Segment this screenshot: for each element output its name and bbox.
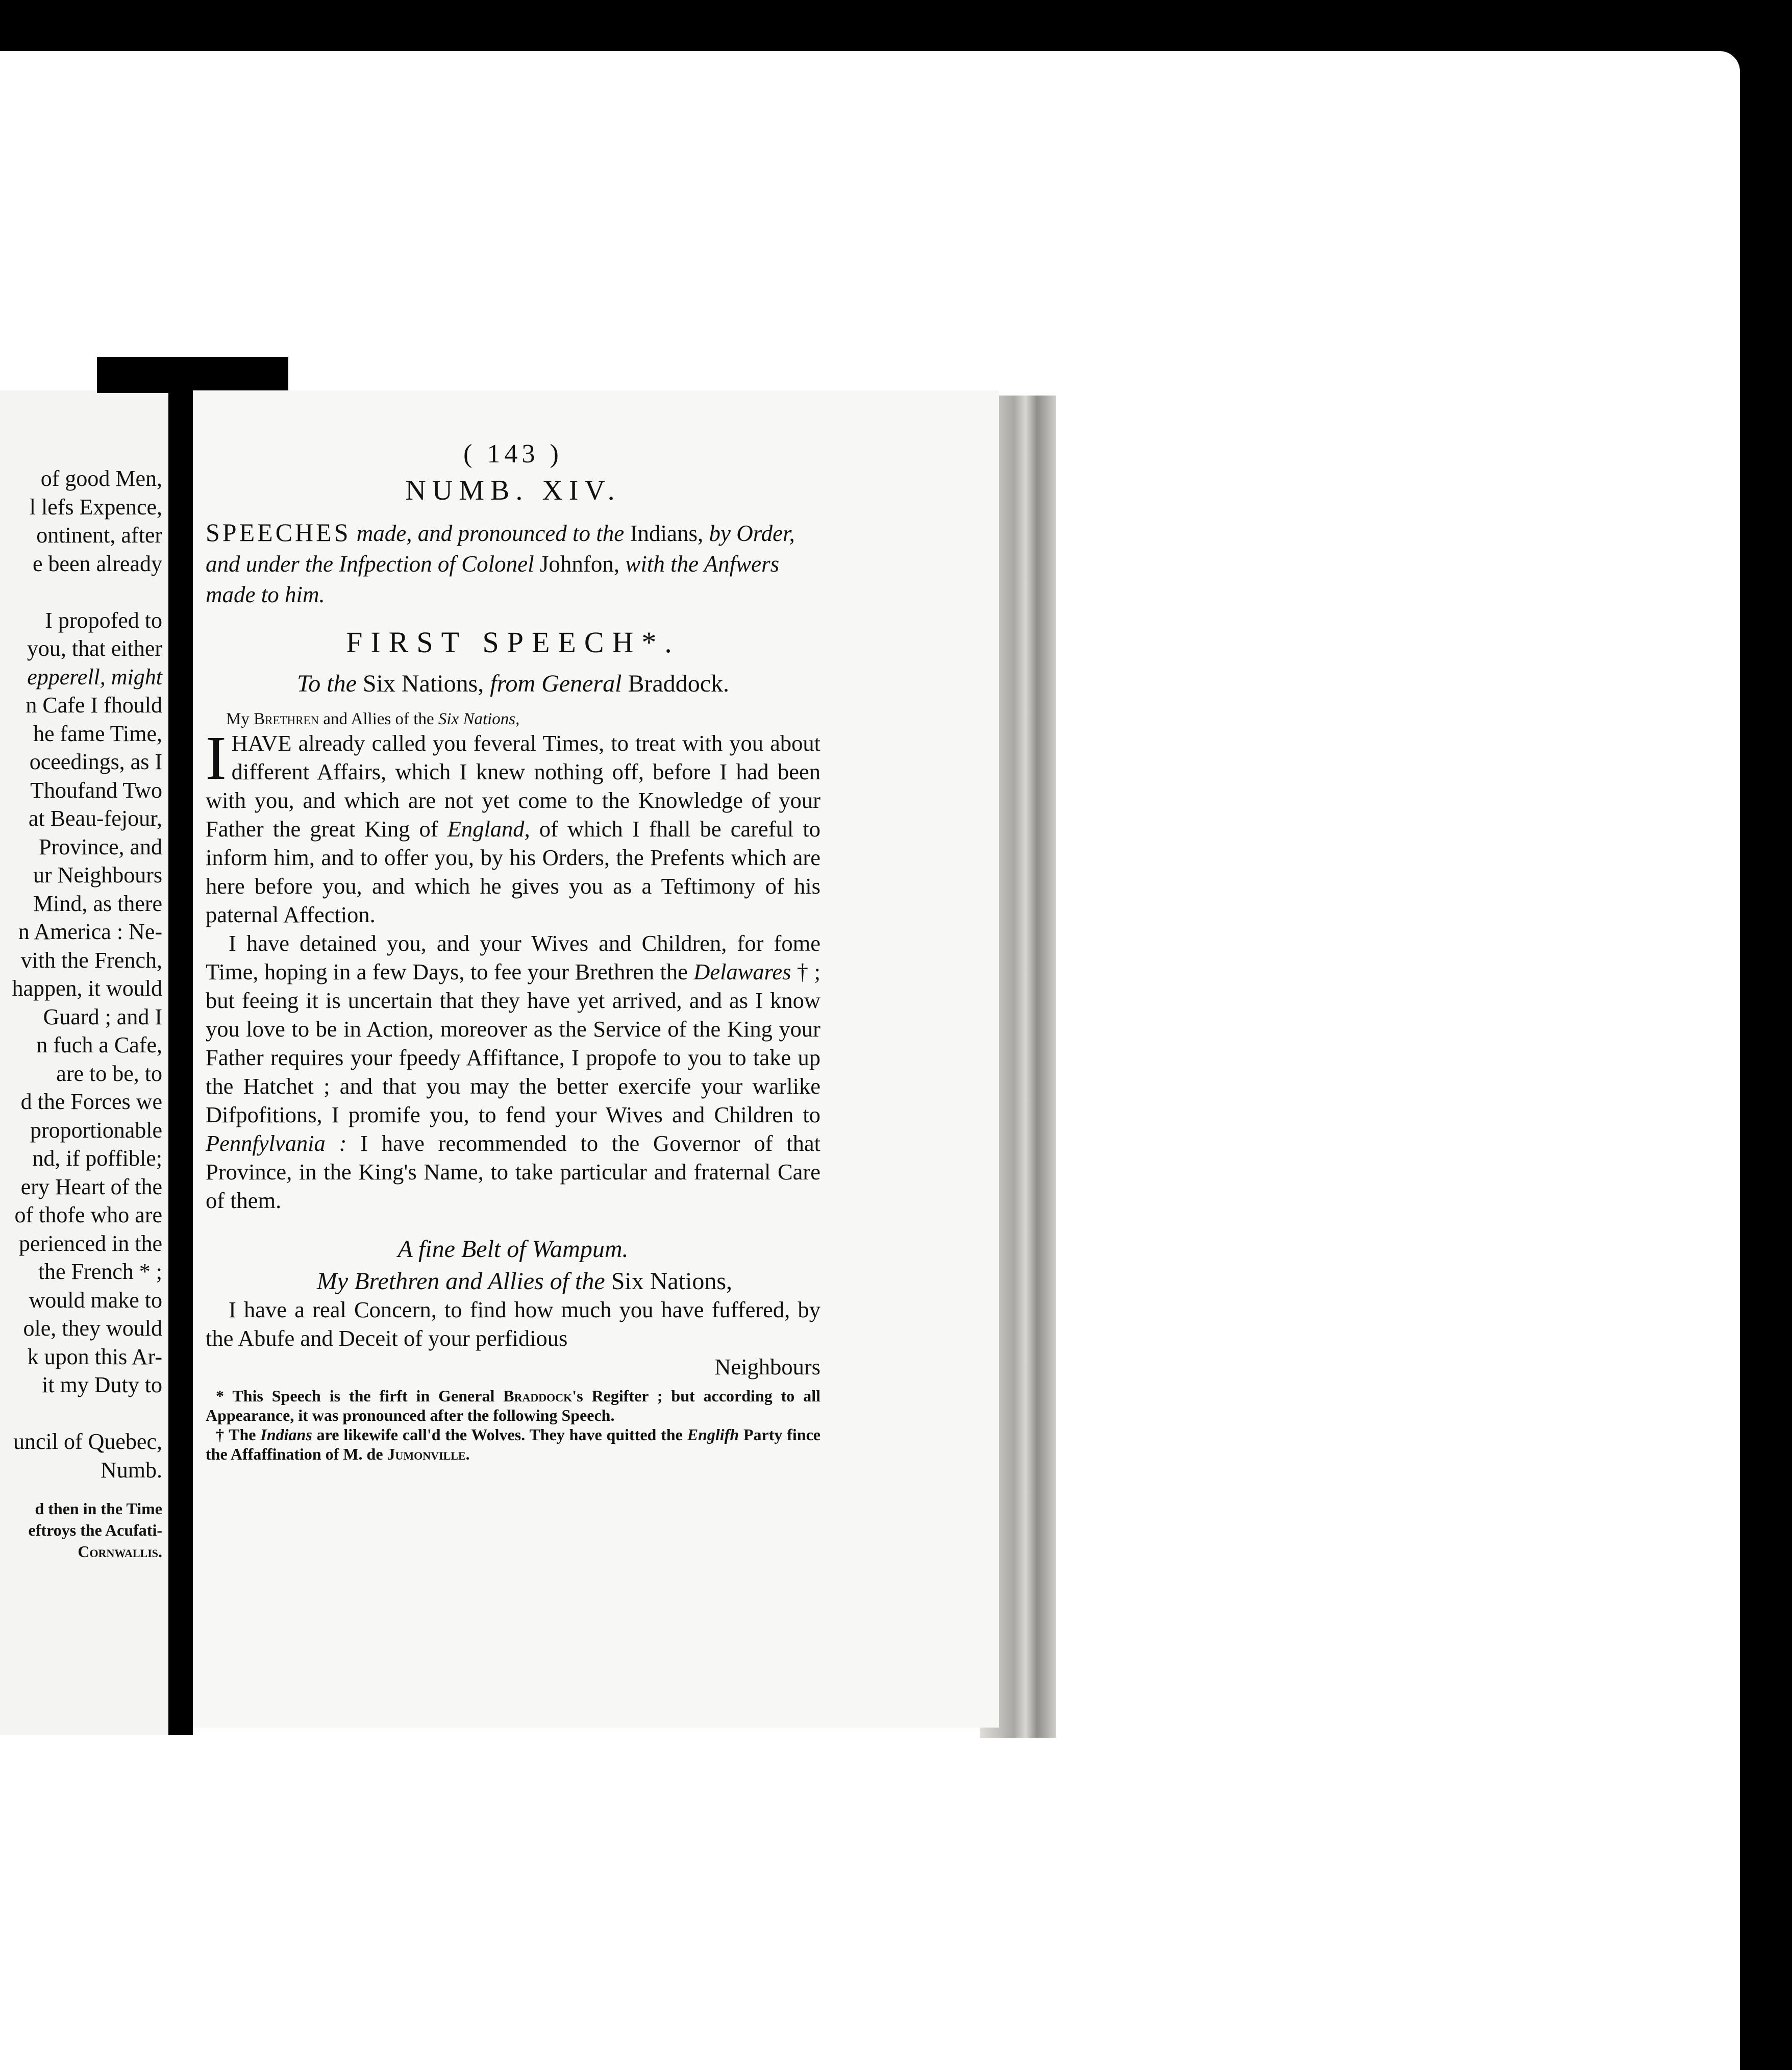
paragraph-text: I have detained you, and your Wives and Children, for fome Time, hoping in a few Days, to fee your Brethren the [206,930,820,984]
text-line: e been already [32,551,162,576]
text-line: Guard ; and I [43,1004,162,1029]
text-line: Province, and [39,834,162,859]
title-caps: SPEECHES [206,518,351,547]
paragraph-text: Delawares [693,959,791,984]
text-line: k upon this Ar- [27,1344,162,1369]
footnotes [206,1386,820,1464]
salutation [206,1267,820,1295]
footnote-text: * This Speech is the firft in General [216,1387,504,1405]
footnote-text: are likewife call'd the Wolves. They have quitted the [312,1425,687,1444]
text-line: ontinent, after [36,523,162,548]
current-page [193,390,999,1728]
address-text: from General [484,670,628,697]
previous-page [0,390,168,1735]
page-number: ( 143 ) [463,439,563,469]
text-line: Mind, as there [33,891,162,916]
text-line: n fuch a Cafe, [36,1032,162,1057]
paragraph-text: I have recommended to the Governor of that Province, in the King's Name, to take particular and fraternal Care of them. [206,1130,820,1213]
section-number: NUMB. XIV. [405,475,621,506]
speech-heading: FIRST SPEECH*. [346,626,680,659]
text-line: are to be, to [56,1061,162,1086]
text-line: ole, they would [23,1316,162,1341]
footnote-text: Englifh [687,1425,739,1444]
text-line: epperell, might [27,664,162,689]
salutation-text: Six Nations, [611,1268,733,1295]
text-line: d the Forces we [20,1089,162,1114]
address-name: Six Nations, [362,670,484,697]
title-text: by Order, and under the Infpection of Colonel [206,521,795,577]
paragraph [206,1295,820,1352]
footnote-text: Jumonville. [387,1445,470,1463]
text-line: the French * ; [38,1259,162,1284]
paragraph-text: I have a real Concern, to find how much you have fuffered, by the Abufe and Deceit of your perfidious [206,1297,820,1351]
paragraph-text: Pennfylvania : [206,1130,347,1156]
text-line: vith the French, [20,947,162,973]
footnote-text: 's Regifter ; but according to all Appearance, it was pronounced after the following Speech. [206,1387,820,1424]
address-text: To the [296,670,363,697]
paragraph [206,724,820,1215]
previous-page-text [12,464,162,1484]
text-line: nd, if poffible; [32,1146,162,1171]
footnote-text: Braddock [503,1387,573,1405]
title-name: Indians, [630,521,704,546]
text-line: Thoufand Two [30,777,162,803]
text-line: proportionable [30,1117,162,1143]
salutation-text: Brethren [254,710,319,728]
footnote-text: Indians [260,1425,312,1444]
text-line: n America : Ne- [18,919,162,944]
text-line: happen, it would [12,976,162,1001]
text-line: l lefs Expence, [29,494,162,520]
text-line: ur Neighbours [33,862,162,888]
page-content [206,439,820,1464]
speech-address [206,670,820,698]
text-line: perienced in the [19,1230,162,1256]
footnote-text: † The [216,1425,261,1444]
scan-tab-marker [97,357,288,393]
title-name: Johnfon, [539,551,620,577]
salutation-text: and Allies of the [319,710,438,728]
text-line: Cornwallis. [78,1542,162,1561]
salutation-text: My [226,710,254,728]
text-line: of good Men, [40,466,162,491]
address-name: Braddock. [628,670,730,697]
text-line: d then in the Time [35,1499,162,1518]
text-line: of thofe who are [14,1202,162,1227]
text-line: you, that either [27,636,162,661]
salutation-text: Six Nations, [438,710,520,728]
text-line: would make to [29,1287,162,1313]
text-line: I propofed to [45,607,162,633]
title-text: made, and pronounced to the [351,521,630,546]
text-line [12,1399,162,1428]
paragraph-text: , of which I fhall be careful to inform him, and to offer you, by his Orders, the Prefents which are here before you, and which he gives you as a Teftimony of his paternal Affection. [206,816,820,927]
footnote-text: Party fince the Affaffination of M. de [206,1425,821,1463]
drop-cap: I [206,724,227,793]
text-line: it my Duty to [42,1372,162,1397]
scan-frame [0,51,1740,2070]
paragraph-text: † ; but feeing it is uncertain that they have yet arrived, and as I know you love to be in Action, moreover as the Service of the King your Father requires your fpeedy Affiftance, I propofe to you to take up the Hatchet ; and that you may the better exercife your warlike Difpofitions, I promife you, to fend your Wives and Children to [206,959,820,1127]
text-line: ery Heart of the [20,1174,162,1199]
text-line: n Cafe I fhould [26,693,162,718]
title-text: with the Anfwers made to him. [206,551,780,607]
salutation-text: My Brethren and Allies of the [316,1268,611,1295]
paragraph-text: HAVE already called you feveral Times, to treat with you about different Affairs, which I knew nothing off, before I had been with you, and which are not yet come to the Knowledge of your Father the great King of [206,730,820,842]
text-line [12,578,162,606]
salutation [206,710,820,729]
text-line: oceedings, as I [29,749,162,774]
text-line: uncil of Quebec, [13,1429,162,1454]
previous-page-footnote [29,1498,162,1562]
paragraph-text: England [447,816,525,842]
catchword: Neighbours [714,1354,820,1379]
document-title [206,517,820,610]
text-line: at Beau-fejour, [28,806,162,831]
text-line: he fame Time, [33,721,162,746]
book-gutter [168,390,193,1735]
belt-heading: A fine Belt of Wampum. [397,1236,629,1263]
text-line: eftroys the Acufati- [28,1521,162,1539]
text-line: Numb. [101,1457,162,1483]
